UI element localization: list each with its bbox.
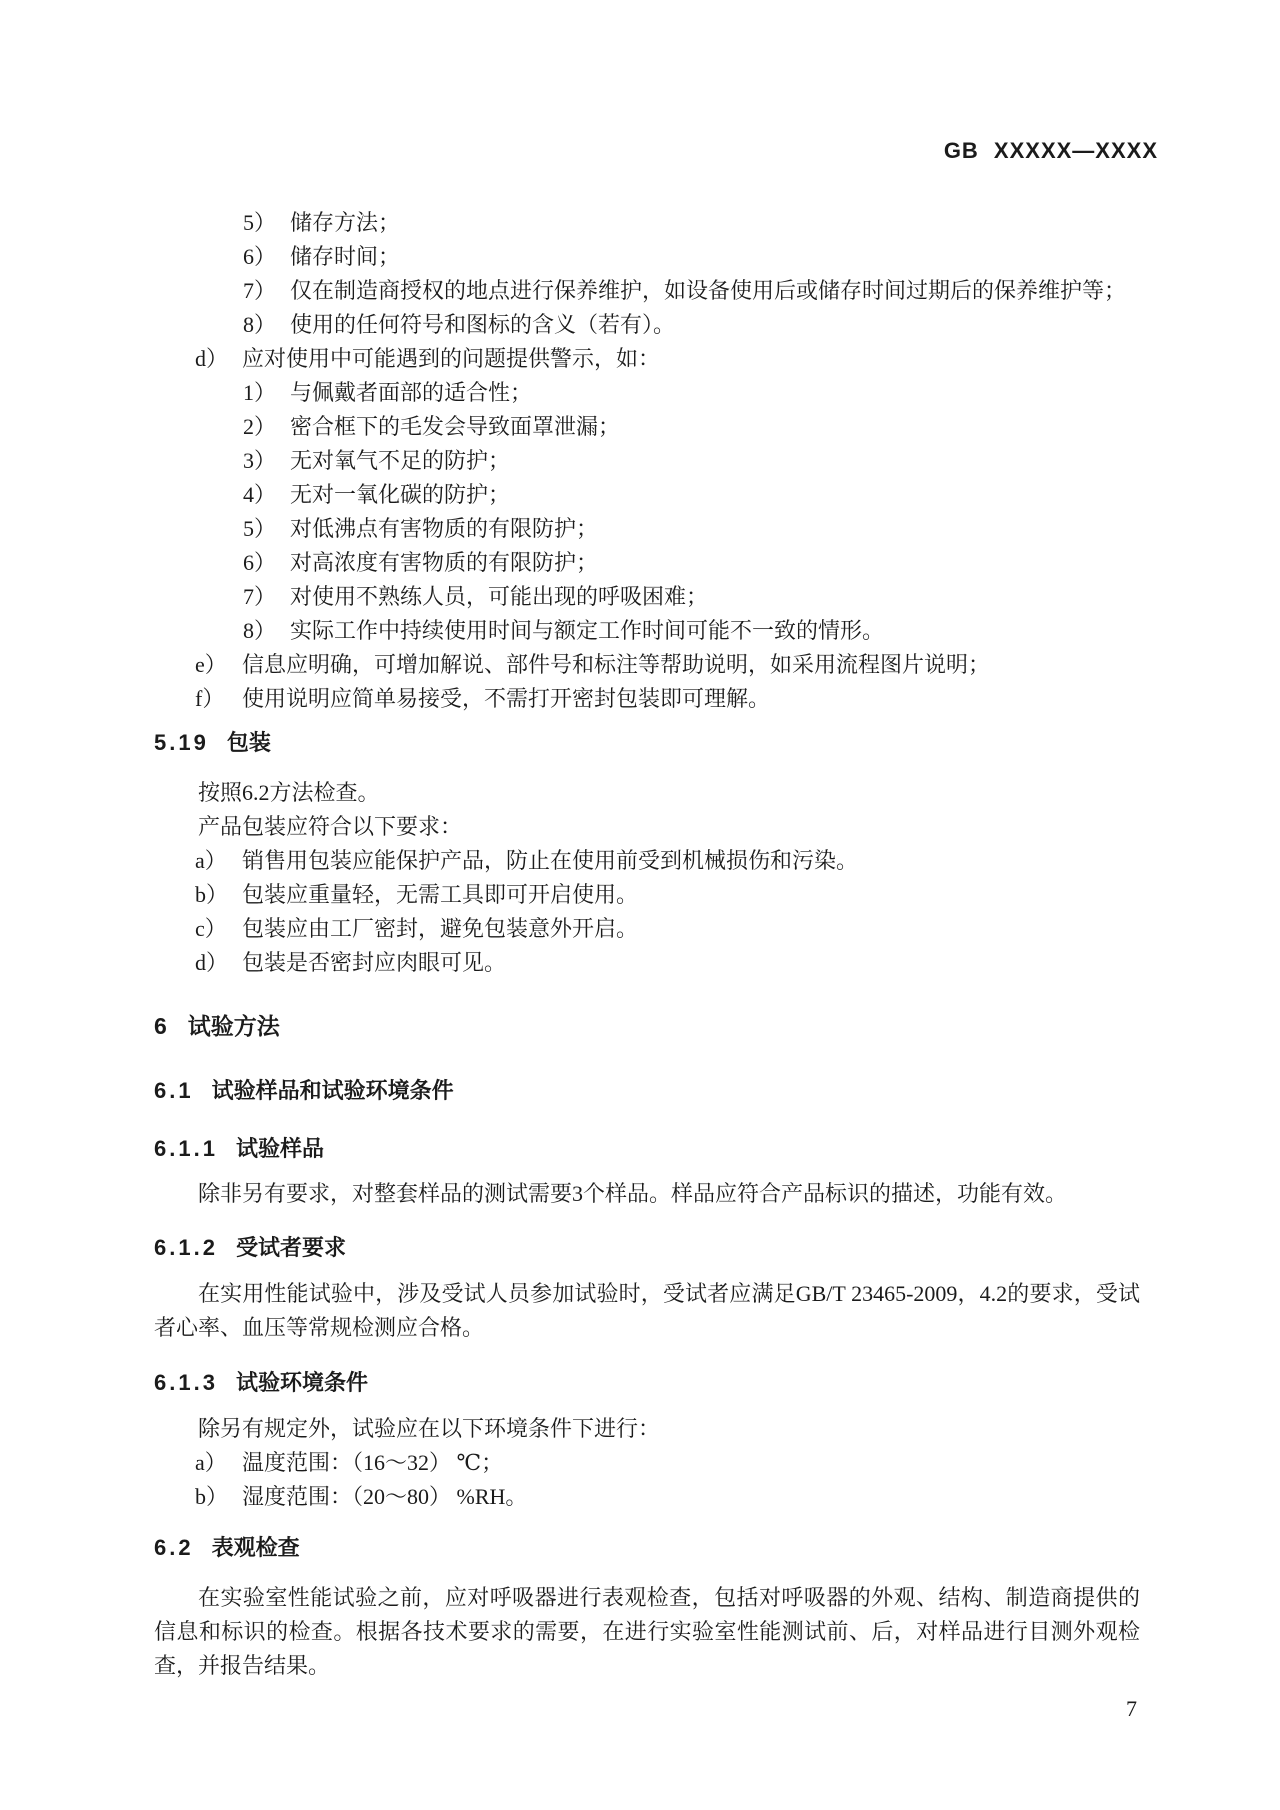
item-text: 销售用包装应能保护产品，防止在使用前受到机械损伤和污染。 <box>242 848 859 873</box>
list-item <box>154 580 1140 614</box>
item-marker: 8） <box>243 312 277 337</box>
list-item <box>154 274 1140 308</box>
section-title: 表观检查 <box>211 1535 300 1560</box>
item-text: 与佩戴者面部的适合性； <box>290 380 533 405</box>
item-marker: a） <box>195 1450 227 1475</box>
list-item <box>154 912 1140 946</box>
item-marker: 6） <box>243 550 277 575</box>
chapter-title: 试验方法 <box>187 1013 280 1039</box>
section-heading-5-19 <box>154 726 1140 760</box>
item-text: 包装是否密封应肉眼可见。 <box>242 950 507 975</box>
item-text: 对使用不熟练人员，可能出现的呼吸困难； <box>290 584 709 609</box>
item-marker: f） <box>195 686 225 711</box>
item-marker: 5） <box>243 516 277 541</box>
paragraph: 按照6.2方法检查。 <box>198 780 380 805</box>
item-marker: 4） <box>243 482 277 507</box>
item-marker: e） <box>195 652 227 677</box>
page-number: 7 <box>1126 1696 1137 1721</box>
item-marker: 8） <box>243 618 277 643</box>
item-text: 储存方法； <box>290 210 401 235</box>
section-number: 6.1.2 <box>154 1235 218 1260</box>
list-item <box>154 946 1140 980</box>
item-text: 无对氧气不足的防护； <box>290 448 511 473</box>
item-text: 湿度范围：（20～80） %RH。 <box>242 1484 528 1509</box>
item-marker: a） <box>195 848 227 873</box>
item-marker: 3） <box>243 448 277 473</box>
list-item <box>154 1480 1140 1514</box>
list-item <box>154 512 1140 546</box>
paragraph: 在实验室性能试验之前，应对呼吸器进行表观检查，包括对呼吸器的外观、结构、制造商提供的信息和标识的检查。根据各技术要求的需要，在进行实验室性能测试前、后，对样品进行目测外观检查，并报告结果。 <box>154 1585 1140 1678</box>
list-item <box>154 614 1140 648</box>
item-marker: 7） <box>243 278 277 303</box>
section-number: 6.1 <box>154 1078 194 1103</box>
section-number: 6.1.1 <box>154 1136 218 1161</box>
item-text: 应对使用中可能遇到的问题提供警示，如： <box>242 346 661 371</box>
item-text: 密合框下的毛发会导致面罩泄漏； <box>290 414 621 439</box>
item-text: 对低沸点有害物质的有限防护； <box>290 516 599 541</box>
numbered-list-continuation <box>154 206 1140 342</box>
section-title: 包装 <box>226 730 271 755</box>
item-text: 无对一氧化碳的防护； <box>290 482 511 507</box>
item-text: 仅在制造商授权的地点进行保养维护，如设备使用后或储存时间过期后的保养维护等； <box>290 278 1127 303</box>
item-text: 储存时间； <box>290 244 401 269</box>
item-marker: 1） <box>243 380 277 405</box>
item-text: 使用的任何符号和图标的含义（若有）。 <box>290 312 676 337</box>
list-item <box>154 308 1140 342</box>
environment-conditions-list <box>154 1446 1140 1514</box>
item-text: 包装应由工厂密封，避免包装意外开启。 <box>242 916 639 941</box>
item-marker: b） <box>195 882 229 907</box>
packaging-requirements-list <box>154 844 1140 980</box>
section-number: 6.2 <box>154 1535 194 1560</box>
list-item <box>154 240 1140 274</box>
item-text: 温度范围：（16～32） ℃； <box>242 1450 504 1475</box>
list-item <box>154 546 1140 580</box>
paragraph: 除另有规定外，试验应在以下环境条件下进行： <box>198 1416 661 1441</box>
item-text: 对高浓度有害物质的有限防护； <box>290 550 599 575</box>
list-item <box>154 878 1140 912</box>
section-title: 试验环境条件 <box>235 1370 368 1395</box>
section-title: 试验样品 <box>235 1136 324 1161</box>
list-item <box>154 206 1140 240</box>
item-marker: b） <box>195 1484 229 1509</box>
item-marker: 6） <box>243 244 277 269</box>
item-marker: 5） <box>243 210 277 235</box>
document-body <box>154 206 1140 1683</box>
item-text: 实际工作中持续使用时间与额定工作时间可能不一致的情形。 <box>290 618 885 643</box>
item-marker: 7） <box>243 584 277 609</box>
item-text: 信息应明确，可增加解说、部件号和标注等帮助说明，如采用流程图片说明； <box>242 652 991 677</box>
list-item-e <box>154 648 1140 682</box>
item-marker: d） <box>195 346 229 371</box>
list-item <box>154 1446 1140 1480</box>
item-marker: c） <box>195 916 227 941</box>
list-item <box>154 844 1140 878</box>
paragraph: 除非另有要求，对整套样品的测试需要3个样品。样品应符合产品标识的描述，功能有效。 <box>198 1181 1068 1206</box>
section-number: 5.19 <box>154 730 209 755</box>
chapter-heading-6 <box>154 1009 1140 1043</box>
item-marker: d） <box>195 950 229 975</box>
section-heading-6-1-1 <box>154 1132 1140 1166</box>
document-code-header: GB XXXXX—XXXX <box>943 138 1158 163</box>
warning-list <box>154 376 1140 648</box>
list-item <box>154 410 1140 444</box>
section-heading-6-1-3 <box>154 1366 1140 1400</box>
list-item <box>154 478 1140 512</box>
chapter-number: 6 <box>154 1013 170 1039</box>
item-text: 使用说明应简单易接受，不需打开密封包装即可理解。 <box>242 686 771 711</box>
list-item-f <box>154 682 1140 716</box>
list-item-d <box>154 342 1140 376</box>
list-item <box>154 444 1140 478</box>
list-item <box>154 376 1140 410</box>
paragraph: 在实用性能试验中，涉及受试人员参加试验时，受试者应满足GB/T 23465-2009，4.2的要求，受试者心率、血压等常规检测应合格。 <box>154 1281 1140 1340</box>
section-title: 受试者要求 <box>235 1235 346 1260</box>
section-title: 试验样品和试验环境条件 <box>211 1078 454 1103</box>
section-heading-6-1-2 <box>154 1231 1140 1265</box>
section-number: 6.1.3 <box>154 1370 218 1395</box>
paragraph: 产品包装应符合以下要求： <box>198 814 463 839</box>
item-text: 包装应重量轻，无需工具即可开启使用。 <box>242 882 639 907</box>
item-marker: 2） <box>243 414 277 439</box>
section-heading-6-2 <box>154 1531 1140 1565</box>
section-heading-6-1 <box>154 1074 1140 1108</box>
